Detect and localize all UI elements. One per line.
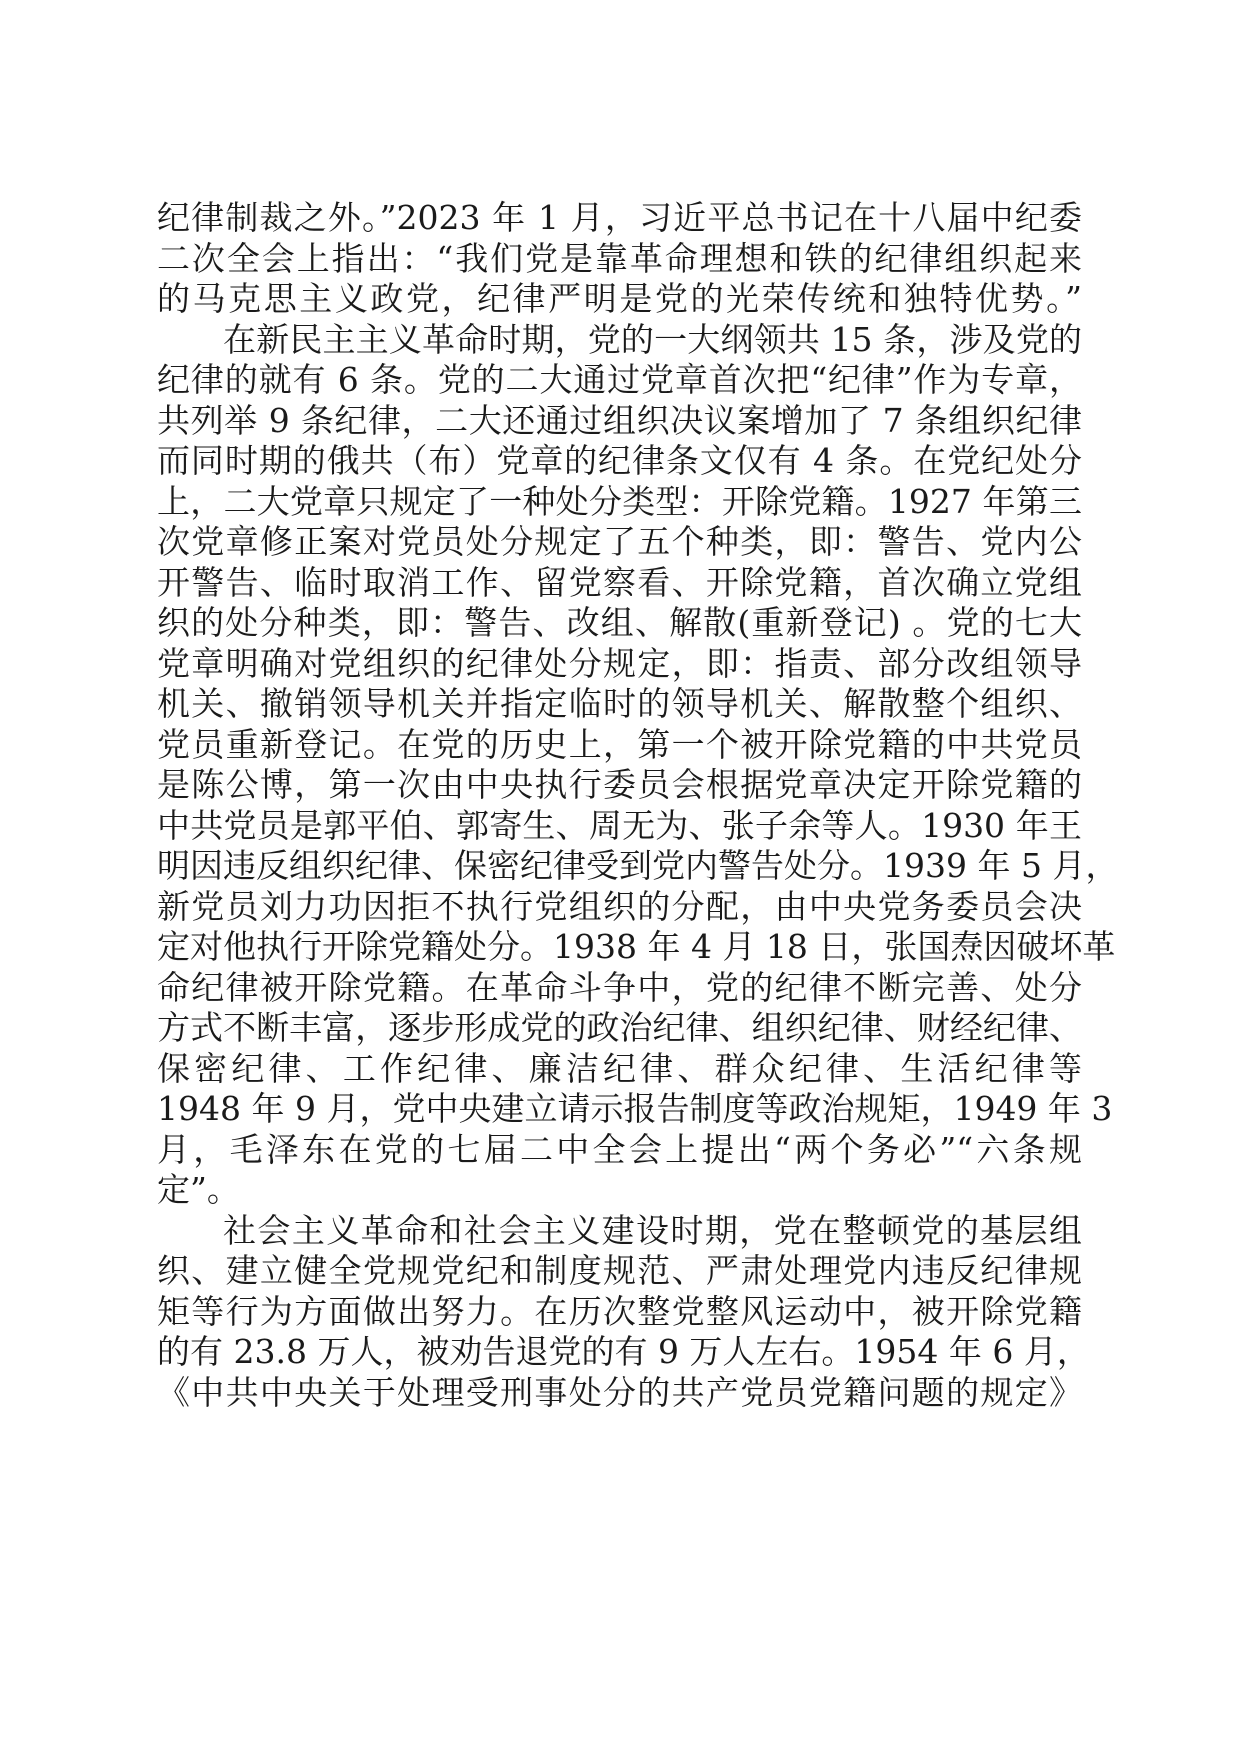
text-line: 命纪律被开除党籍。在革命斗争中，党的纪律不断完善、处分 bbox=[157, 967, 1082, 1007]
text-line: 是陈公博，第一次由中央执行委员会根据党章决定开除党籍的 bbox=[157, 765, 1082, 804]
text-line: 共列举 9 条纪律，二大还通过组织决议案增加了 7 条组织纪律 bbox=[157, 400, 1082, 440]
paragraph-socialist-construction bbox=[157, 1210, 1090, 1414]
text-line: 党员重新登记。在党的历史上，第一个被开除党籍的中共党员 bbox=[157, 724, 1082, 764]
text-line: 织的处分种类，即：警告、改组、解散(重新登记) 。党的七大 bbox=[157, 603, 1082, 642]
text-line: 定对他执行开除党籍处分。1938 年 4 月 18 日，张国焘因破坏革 bbox=[157, 927, 1116, 966]
text-line: 开警告、临时取消工作、留党察看、开除党籍，首次确立党组 bbox=[157, 562, 1082, 602]
text-line: 在新民主主义革命时期，党的一大纲领共 15 条，涉及党的 bbox=[223, 319, 1082, 359]
text-line: 定”。 bbox=[157, 1170, 240, 1209]
text-line: 中共党员是郭平伯、郭寄生、周无为、张子余等人。1930 年王 bbox=[157, 805, 1082, 845]
text-line: 《中共中央关于处理受刑事处分的共产党员党籍问题的规定》 bbox=[157, 1372, 1082, 1412]
text-line: 方式不断丰富，逐步形成党的政治纪律、组织纪律、财经纪律、 bbox=[157, 1008, 1082, 1047]
paragraph-new-democratic-revolution bbox=[157, 319, 1119, 1211]
text-line: 织、建立健全党规党纪和制度规范、严肃处理党内违反纪律规 bbox=[157, 1251, 1082, 1290]
text-line: 矩等行为方面做出努力。在历次整党整风运动中，被开除党籍 bbox=[157, 1291, 1082, 1331]
text-line: 新党员刘力功因拒不执行党组织的分配，由中央党务委员会决 bbox=[157, 886, 1082, 926]
text-line: 纪律制裁之外。”2023 年 1 月，习近平总书记在十八届中纪委 bbox=[157, 198, 1082, 237]
text-line: 上，二大党章只规定了一种处分类型：开除党籍。1927 年第三 bbox=[157, 481, 1082, 521]
text-line: 社会主义革命和社会主义建设时期，党在整顿党的基层组 bbox=[223, 1210, 1082, 1250]
body-text bbox=[157, 198, 1119, 1413]
text-line: 而同时期的俄共（布）党章的纪律条文仅有 4 条。在党纪处分 bbox=[157, 441, 1082, 480]
text-line: 的有 23.8 万人，被劝告退党的有 9 万人左右。1954 年 6 月， bbox=[157, 1332, 1090, 1371]
text-line: 党章明确对党组织的纪律处分规定，即：指责、部分改组领导 bbox=[157, 643, 1082, 683]
text-line: 纪律的就有 6 条。党的二大通过党章首次把“纪律”作为专章， bbox=[157, 360, 1082, 399]
text-line: 明因违反组织纪律、保密纪律受到党内警告处分。1939 年 5 月， bbox=[157, 846, 1119, 885]
text-line: 1948 年 9 月，党中央建立请示报告制度等政治规矩，1949 年 3 bbox=[157, 1089, 1113, 1128]
paragraph-intro-quote bbox=[157, 198, 1082, 320]
text-line: 二次全会上指出：“我们党是靠革命理想和铁的纪律组织起来 bbox=[157, 238, 1082, 278]
text-line: 的马克思主义政党，纪律严明是党的光荣传统和独特优势。” bbox=[157, 279, 1082, 318]
text-line: 次党章修正案对党员处分规定了五个种类，即：警告、党内公 bbox=[157, 522, 1082, 561]
text-line: 保密纪律、工作纪律、廉洁纪律、群众纪律、生活纪律等 bbox=[157, 1048, 1082, 1088]
text-line: 月，毛泽东在党的七届二中全会上提出“两个务必”“六条规 bbox=[157, 1129, 1082, 1169]
text-line: 机关、撤销领导机关并指定临时的领导机关、解散整个组织、 bbox=[157, 684, 1082, 723]
